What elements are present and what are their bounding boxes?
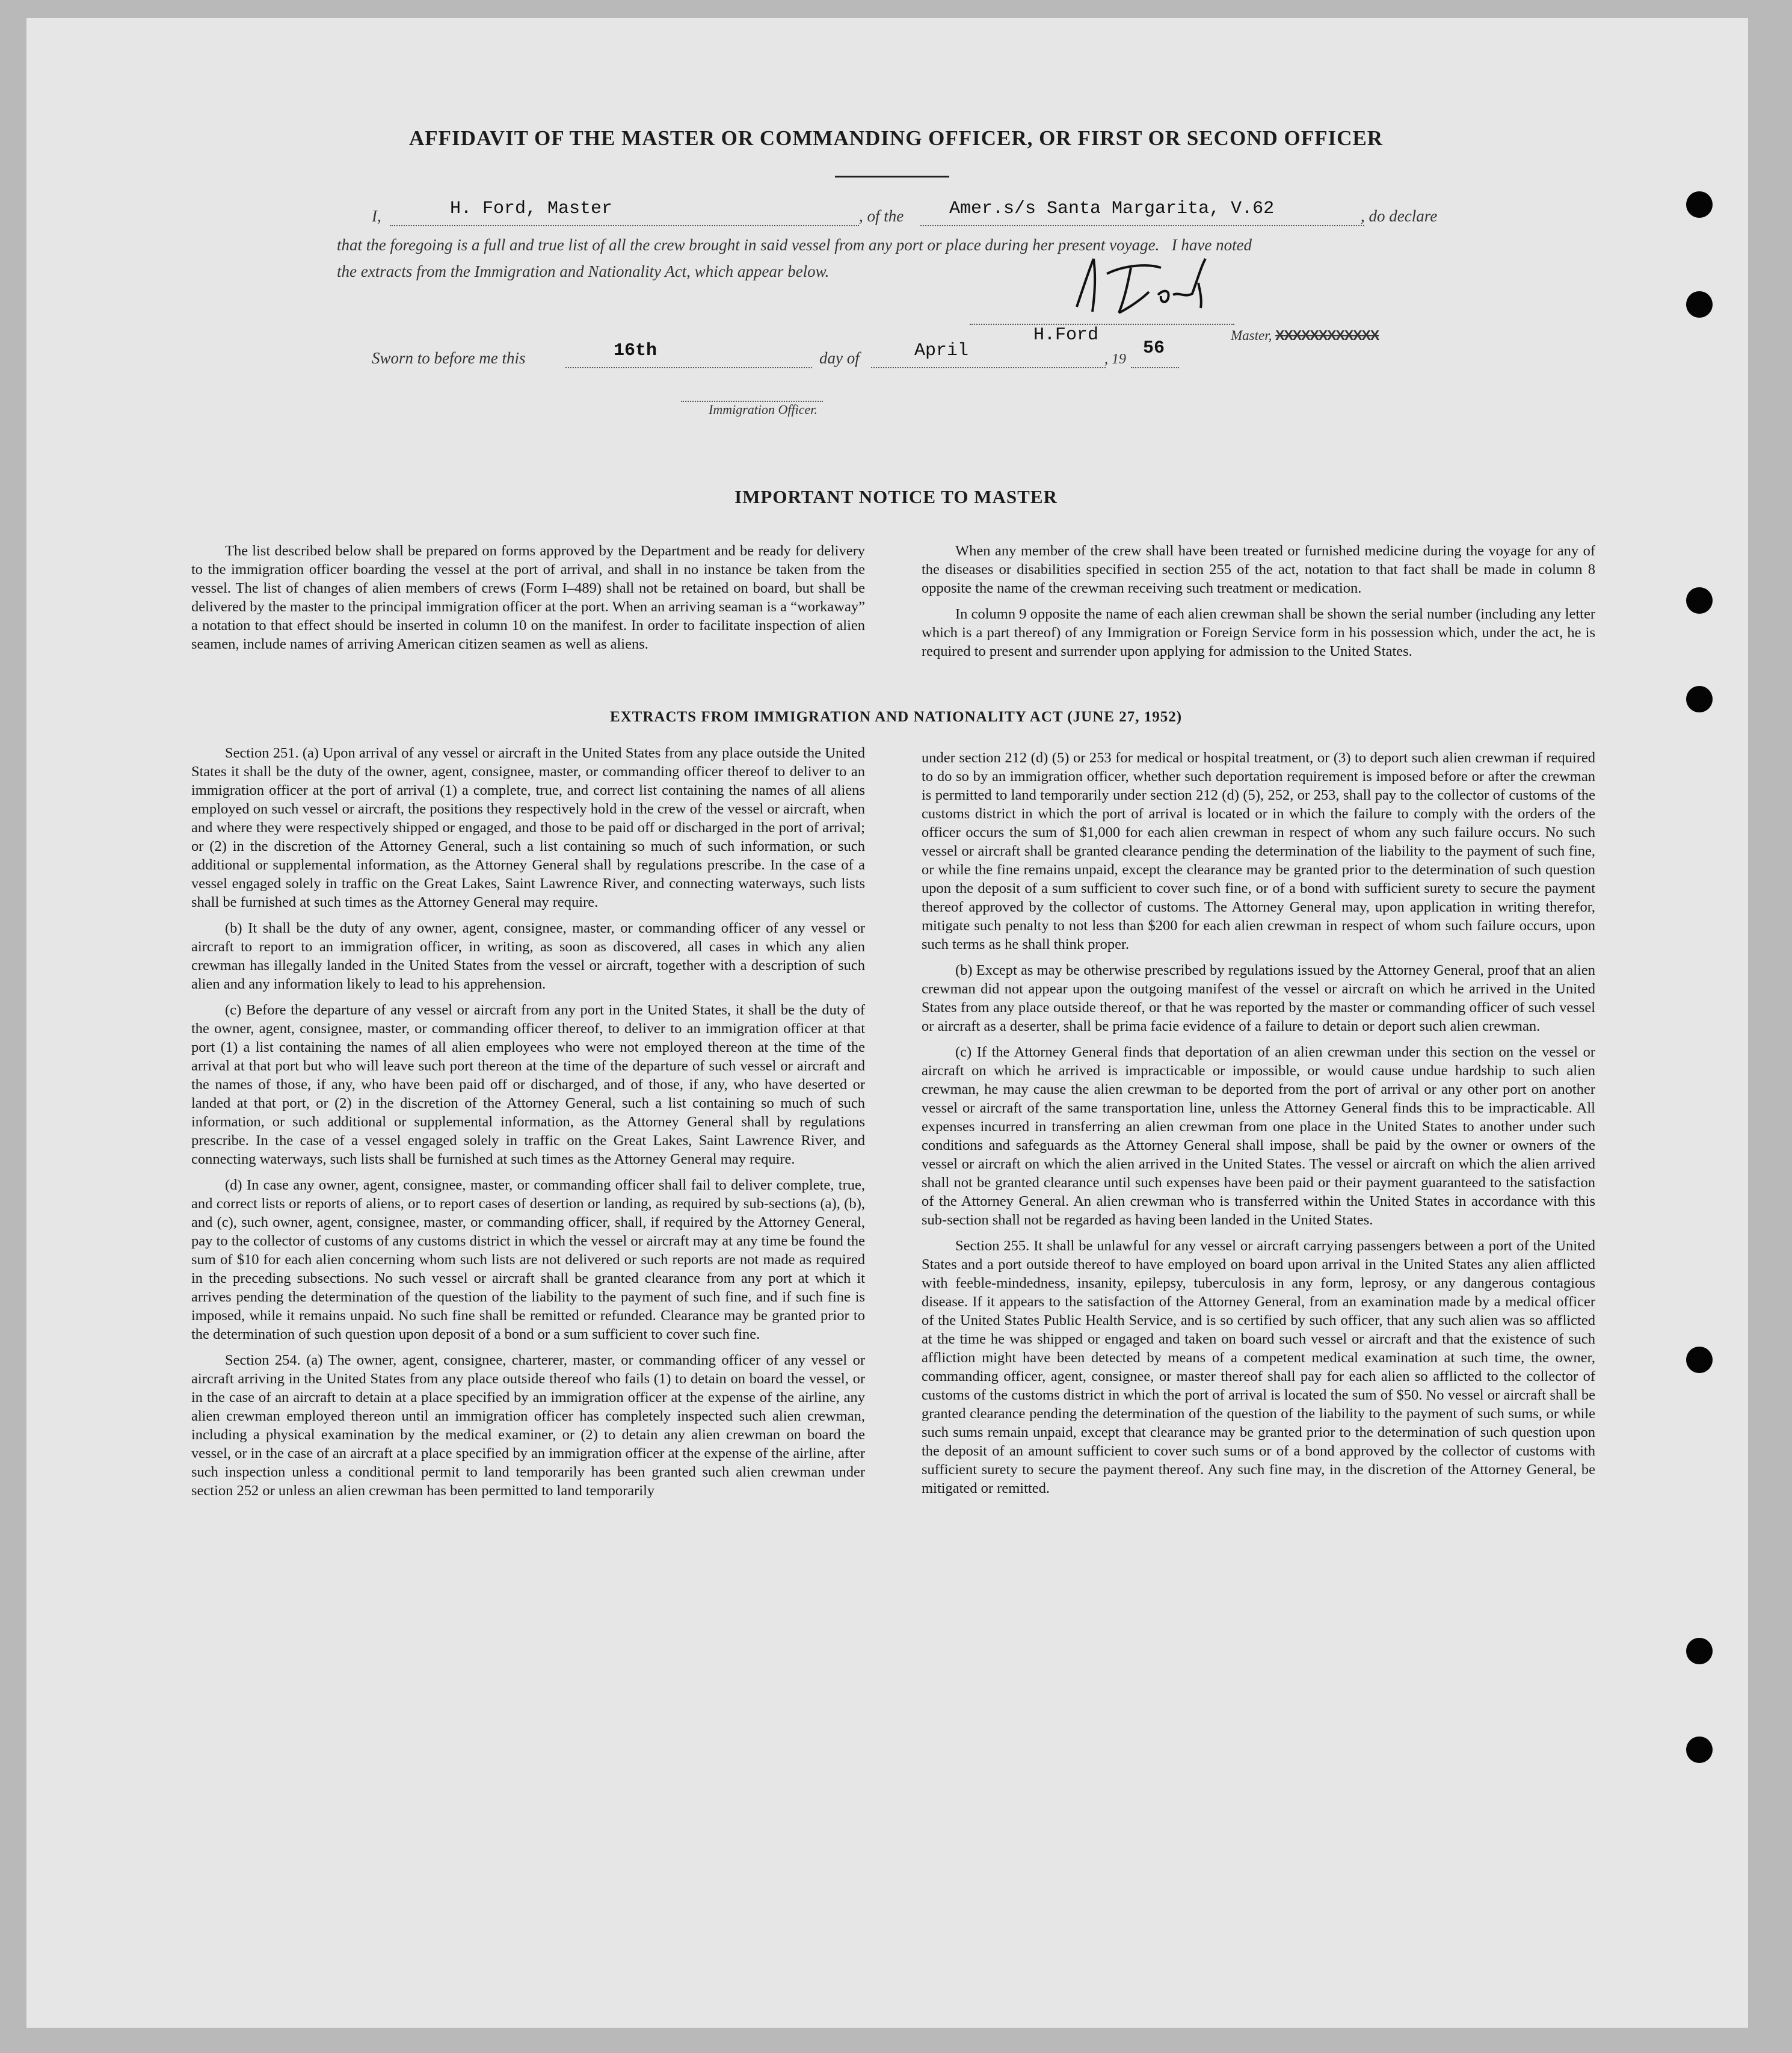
notice-left-column <box>191 542 865 661</box>
section-254-a-cont: under section 212 (d) (5) or 253 for medical or hospital treatment, or (3) to deport such alien crewman if required to do so by an immigration officer, whether such deportation requirement is imposed before or after the crewman is permitted to land temporarily under section 212 (d) (5), 252, or 253, shall pay to the collector of customs of the customs district in which the port of arrival is located or in which the failure to comply with the orders of the officer occurs the sum of $1,000 for each alien crewman in respect of whom any such failure occurs. No such vessel or aircraft shall be granted clearance pending the determination of the liability to the payment of such fine, or while the fine remains unpaid, except the clearance may be granted prior to the determination of such question upon the deposit of a sum sufficient to cover such fine, or of a bond with sufficient surety to secure the payment thereof approved by the collector of customs. The Attorney General may, upon application in writing therefor, mitigate such penalty to not less than $200 for each alien crewman in respect of whom such failure occurs, upon such terms as he shall think proper. <box>922 750 1595 952</box>
signature-line <box>970 306 1234 325</box>
sworn-day-line <box>565 345 812 368</box>
affidavit-pronoun: I, <box>372 207 381 225</box>
struck-title: XXXXXXXXXXXX <box>1275 327 1379 343</box>
affidavit-statement-line1: that the foregoing is a full and true list of all the crew brought in said vessel from any port or place during her present voyage. I have noted <box>337 236 1252 254</box>
notice-right-column <box>922 542 1595 668</box>
vessel-name: Amer.s/s Santa Margarita, V.62 <box>949 199 1275 219</box>
extracts-title: EXTRACTS FROM IMMIGRATION AND NATIONALITY ACT (JUNE 27, 1952) <box>609 709 1183 725</box>
day-of-label: day of <box>819 349 860 367</box>
notice-right-paragraph-2: In column 9 opposite the name of each alien crewman shall be shown the serial number (including any letter which is a part thereof) of any Immigration or Foreign Service form in his possession which, under the act, he is required to present and surrender upon applying for admission to the United States. <box>922 606 1595 659</box>
sworn-month-line <box>871 345 1106 368</box>
section-251-b: (b) It shall be the duty of any owner, agent, consignee, master, or commanding officer of any vessel or aircraft to report to an immigration officer, in writing, as soon as discovered, all cases in which any alien crewman has illegally landed in the United States from the vessel or aircraft, together with a description of such alien and any information likely to lead to his apprehension. <box>191 920 865 992</box>
extracts-right-column <box>922 749 1595 1505</box>
master-label-text: Master, <box>1231 328 1276 343</box>
typed-signature-name: H.Ford <box>1033 325 1099 345</box>
punch-hole <box>1686 1737 1713 1763</box>
punch-hole <box>1686 1347 1713 1373</box>
punch-hole <box>1686 191 1713 218</box>
notice-title: IMPORTANT NOTICE TO MASTER <box>734 486 1058 507</box>
section-255: Section 255. It shall be unlawful for any vessel or aircraft carrying passengers between a port of the United States and a port outside thereof to have employed on board upon arrival in the United States any alien afflicted with feeble-mindedness, insanity, epilepsy, tuberculosis in any form, leprosy, or any dangerous contagious disease. If it appears to the satisfaction of the Attorney General, from an examination made by a medical officer of the United States Public Health Service, and is so certified by such officer, that any such alien was so afflicted at the time he was shipped or engaged and taken on board such vessel or aircraft and that the existence of such affliction might have been detected by means of a competent medical examination at such time, the owner, commanding officer, agent, consignee, or master thereof shall pay for each alien so afflicted to the collector of customs of the customs district in which the port of arrival is located the sum of $50. No vessel or aircraft shall be granted clearance pending the determination of the question of the liability to the payment of such sums, or while such sums remain unpaid, except that clearance may be granted prior to the determination of such question upon the deposit of an amount sufficient to cover such sums or of a bond approved by the collector of customs with sufficient surety to secure the payment thereof. Any such fine may, in the discretion of the Attorney General, be mitigated or remitted. <box>922 1238 1595 1496</box>
immigration-officer-label: Immigration Officer. <box>709 402 817 417</box>
section-254-b: (b) Except as may be otherwise prescribed by regulations issued by the Attorney General, proof that an alien crewman did not appear upon the outgoing manifest of the vessel or aircraft on which he arrived in the United States from any place outside thereof, or that he was reported by the master or commanding officer of such vessel or aircraft as a deserter, shall be prima facie evidence of a failure to detain or deport such alien crewman. <box>922 962 1595 1034</box>
section-251-d: (d) In case any owner, agent, consignee, master, or commanding officer shall fail to deliver complete, true, and correct lists or reports of aliens, or to report cases of desertion or landing, as required by sub-sections (a), (b), and (c), such owner, agent, consignee, master, or commanding officer, shall, if required by the Attorney General, pay to the collector of customs of any customs district in which the vessel or aircraft may at any time be found the sum of $10 for each alien concerning whom such lists are not delivered or such reports are not made as required in the preceding subsections. No such vessel or aircraft shall be granted clearance from any port at which it arrives pending the determination of the question of the liability to the payment of such fine, and if such fine is imposed, while it remains unpaid. No such fine shall be remitted or refunded. Clearance may be granted prior to the determination of such question upon deposit of a bond or a sum sufficient to cover such fine. <box>191 1177 865 1342</box>
punch-hole <box>1686 291 1713 318</box>
of-the-label: , of the <box>859 207 904 225</box>
officer-signature-line <box>681 385 823 402</box>
notice-right-paragraph-1: When any member of the crew shall have been treated or furnished medicine during the voyage for any of the diseases or disabilities specified in section 255 of the act, notation to that fact shall be made in column 8 opposite the name of the crewman receiving such treatment or medication. <box>922 543 1595 596</box>
year-prefix: , 19 <box>1104 351 1126 367</box>
title-underline <box>835 176 949 178</box>
sworn-label: Sworn to before me this <box>372 349 526 367</box>
sworn-year: 56 <box>1143 338 1165 359</box>
affidavit-statement-line2: the extracts from the Immigration and Nationality Act, which appear below. <box>337 262 830 280</box>
sworn-day: 16th <box>614 341 657 361</box>
punch-hole <box>1686 1638 1713 1664</box>
section-251-c: (c) Before the departure of any vessel or aircraft from any port in the United States, it shall be the duty of the owner, agent, consignee, master, or commanding officer thereof, to deliver to an immigration officer at that port (1) a list containing the names of all alien employees who were not employed thereon at the time of the arrival at that port but who will leave such port thereon at the time of the departure of such vessel or aircraft and the names of those, if any, who have been paid off or discharged, and of those, if any, who have deserted or landed at that port, or (2) in the discretion of the Attorney General, such a list containing so much of such information, or such additional or supplemental information, as the Attorney General shall by regulations prescribe. In the case of a vessel engaged solely in traffic on the Great Lakes, Saint Lawrence River, and connecting waterways, such lists shall be furnished at such times as the Attorney General may require. <box>191 1002 865 1167</box>
sworn-month: April <box>914 341 969 361</box>
master-name: H. Ford, Master <box>450 199 613 219</box>
extracts-left-column <box>191 744 865 1507</box>
master-label <box>1231 327 1379 344</box>
section-254-a: Section 254. (a) The owner, agent, consignee, charterer, master, or commanding officer of any vessel or aircraft arriving in the United States from any place outside thereof who fails (1) to detain on board the vessel, or in the case of an aircraft to detain at a place specified by an immigration officer at the expense of the airline, any alien crewman employed thereon until an immigration officer has completely inspected such alien crewman, including a physical examination by the medical examiner, or (2) to detain any alien crewman on board the vessel, or in the case of an aircraft at a place specified by an immigration officer at the expense of the airline, after such inspection unless a conditional permit to land temporarily has been granted such alien crewman under section 252 or unless an alien crewman has been permitted to land temporarily <box>191 1352 865 1499</box>
notice-left-paragraph: The list described below shall be prepared on forms approved by the Department and be ready for delivery to the immigration officer boarding the vessel at the port of arrival, and shall in no instance be taken from the vessel. The list of changes of alien members of crews (Form I–489) shall not be retained on board, but shall be delivered by the master to the principal immigration officer at the port. When an arriving seaman is a “workaway” a notation to that effect should be inserted in column 10 on the manifest. In order to facilitate inspection of alien seamen, include names of arriving American citizen seamen as well as aliens. <box>191 543 865 652</box>
affidavit-title: AFFIDAVIT OF THE MASTER OR COMMANDING OFFICER, OR FIRST OR SECOND OFFICER <box>409 126 1383 150</box>
do-declare-label: , do declare <box>1361 207 1438 225</box>
punch-hole <box>1686 587 1713 614</box>
section-254-c: (c) If the Attorney General finds that deportation of an alien crewman under this section on the vessel or aircraft on which he arrived is impracticable or impossible, or would cause undue hardship to such alien crewman, he may cause the alien crewman to be deported from the port of arrival or any other port on another vessel or aircraft of the same transportation line, unless the Attorney General finds this to be impracticable. All expenses incurred in transferring an alien crewman from one place in the United States to another under such conditions and safeguards as the Attorney General shall impose, shall be paid by the owner or owners of the vessel or aircraft on which the alien arrived in the United States. The vessel or aircraft on which the alien arrived shall not be granted clearance until such expenses have been paid or their payment guaranteed to the satisfaction of the Attorney General. An alien crewman who is transferred within the United States in accordance with this sub-section shall not be regarded as having been landed in the United States. <box>922 1044 1595 1228</box>
section-251-a: Section 251. (a) Upon arrival of any vessel or aircraft in the United States from any place outside the United States it shall be the duty of the owner, agent, consignee, master, or commanding officer thereof to deliver to an immigration officer at the port of arrival (1) a complete, true, and correct list containing the names of all aliens employed on such vessel or aircraft, the positions they respectively hold in the crew of the vessel or aircraft, when and where they were respectively shipped or engaged, and those to be paid off or discharged in the port of arrival; or (2) in the discretion of the Attorney General, such a list containing so much of such information, or such additional or supplemental information, as the Attorney General shall by regulations prescribe. In the case of a vessel engaged solely in traffic on the Great Lakes, Saint Lawrence River, and connecting waterways, such lists shall be furnished at such times as the Attorney General may require. <box>191 745 865 910</box>
